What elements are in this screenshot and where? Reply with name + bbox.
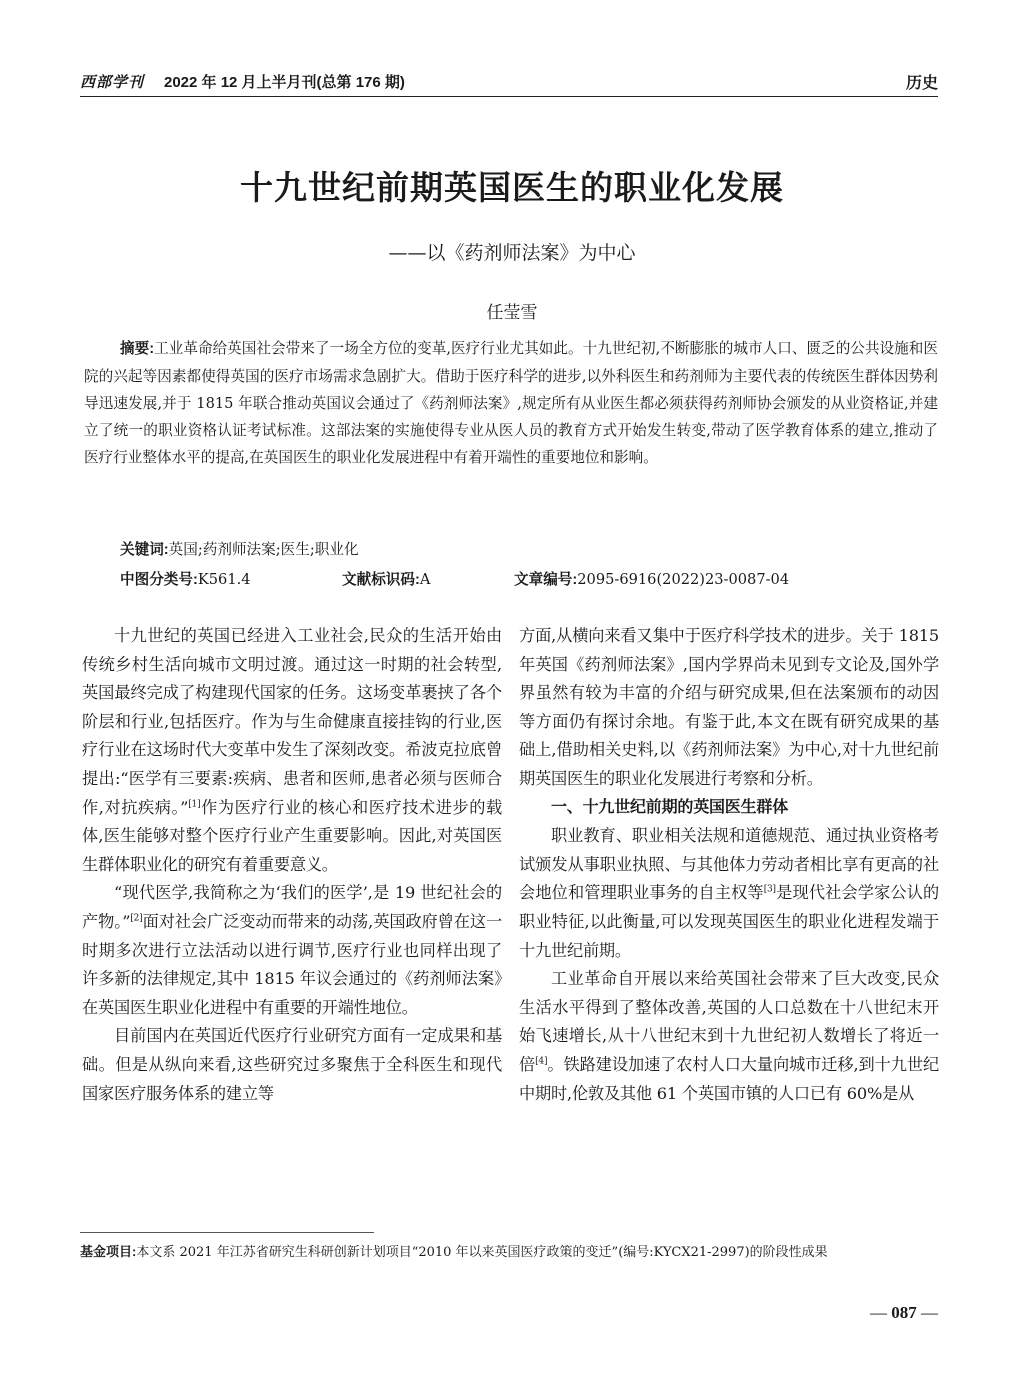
abstract-text: 工业革命给英国社会带来了一场全方位的变革,医疗行业尤其如此。十九世纪初,不断膨胀的城市人口、匮乏的公共设施和医院的兴起等因素都使得英国的医疗市场需求急剧扩大。借助于医疗科学的进步,以外科医生和药剂师为主要代表的传统医生群体因势利导迅速发展,并于 1815 年联合推动英国议会通过了《药剂师法案》,规定所有从业医生都必须获得药剂师协会颁发的从业资格证,并建立了统一的职业资格认证考试标准。这部法案的实施使得专业从医人员的教育方式开始发生转变,带动了医学教育体系的建立,推动了医疗行业整体水平的提高,在英国医生的职业化发展进程中有着开端性的重要地位和影响。 — [84, 340, 938, 466]
clc-label: 中图分类号: — [120, 572, 198, 588]
funding-label: 基金项目: — [80, 1244, 137, 1259]
paragraph: “现代医学,我简称之为‘我们的医学’,是 19 世纪社会的产物。”[2]面对社会广泛变动而带来的动荡,英国政府曾在这一时期多次进行立法活动以进行调节,医疗行业也同样出现了许多新的法律规定,其中 1815 年议会通过的《药剂师法案》在英国医生职业化进程中有重要的开端性地位。 — [82, 883, 502, 1017]
journal-logo: 西部学刊 — [80, 75, 145, 91]
funding-note — [80, 1240, 938, 1265]
article-subtitle: ——以《药剂师法案》为中心 — [388, 242, 636, 264]
running-header — [80, 68, 938, 98]
clc-value: K561.4 — [197, 571, 251, 588]
article-author: 任莹雪 — [486, 303, 538, 323]
keywords-label: 关键词: — [120, 542, 169, 558]
citation-ref[interactable]: [2] — [130, 913, 143, 924]
keywords-text: 英国;药剂师法案;医生;职业化 — [168, 541, 359, 558]
paragraph: 职业教育、职业相关法规和道德规范、通过执业资格考试颁发从事职业执照、与其他体力劳动者相比享有更高的社会地位和管理职业事务的自主权等[3]是现代社会学家公认的职业特征,以此衡量,可以发现英国医生的职业化进程发端于十九世纪前期。 — [519, 826, 940, 960]
citation-ref[interactable]: [3] — [763, 884, 776, 895]
keywords — [120, 538, 359, 562]
paragraph: 十九世纪的英国已经进入工业社会,民众的生活开始由传统乡村生活向城市文明过渡。通过这一时期的社会转型,英国最终完成了构建现代国家的任务。这场变革裹挟了各个阶层和行业,包括医疗。作为与生命健康直接挂钩的行业,医疗行业在这场时代大变革中发生了深刻改变。希波克拉底曾提出:“医学有三要素:疾病、患者和医师,患者必须与医师合作,对抗疾病。”[1]作为医疗行业的核心和医疗技术进步的载体,医生能够对整个医疗行业产生重要影响。因此,对英国医生群体职业化的研究有着重要意义。 — [82, 626, 502, 874]
doc-code-label: 文献标识码: — [342, 572, 420, 588]
funding-text: 本文系 2021 年江苏省研究生科研创新计划项目“2010 年以来英国医疗政策的变迁”(编号:KYCX21-2997)的阶段性成果 — [136, 1245, 828, 1260]
article-title: 十九世纪前期英国医生的职业化发展 — [240, 168, 784, 207]
section-heading: 一、十九世纪前期的英国医生群体 — [551, 798, 789, 816]
clc-number — [120, 568, 251, 592]
abstract-label: 摘要: — [120, 341, 155, 357]
citation-ref[interactable]: [1] — [188, 799, 201, 810]
footnote-divider — [80, 1232, 374, 1233]
header-divider — [80, 96, 938, 97]
page-number: — 087 — — [870, 1303, 938, 1322]
article-number — [514, 568, 789, 592]
citation-ref[interactable]: [4] — [535, 1056, 548, 1067]
section-label: 历史 — [905, 75, 938, 92]
body-column-right — [519, 622, 939, 1108]
paragraph: 目前国内在英国近代医疗行业研究方面有一定成果和基础。但是从纵向来看,这些研究过多聚焦于全科医生和现代国家医疗服务体系的建立等 — [82, 1026, 502, 1103]
article-number-label: 文章编号: — [514, 572, 578, 588]
article-number-value: 2095-6916(2022)23-0087-04 — [577, 571, 790, 588]
abstract — [84, 335, 938, 471]
paragraph: 工业革命自开展以来给英国社会带来了巨大改变,民众生活水平得到了整体改善,英国的人口总数在十八世纪末开始飞速增长,从十八世纪末到十九世纪初人数增长了将近一倍[4]。铁路建设加速了农村人口大量向城市迁移,到十九世纪中期时,伦敦及其他 61 个英国市镇的人口已有 60%是从 — [519, 969, 939, 1103]
paragraph: 方面,从横向来看又集中于医疗科学技术的进步。关于 1815 年英国《药剂师法案》,国内学界尚未见到专文论及,国外学界虽然有较为丰富的介绍与研究成果,但在法案颁布的动因等方面仍有探讨余地。有鉴于此,本文在既有研究成果的基础上,借助相关史料,以《药剂师法案》为中心,对十九世纪前期英国医生的职业化发展进行考察和分析。 — [519, 626, 939, 788]
document-code — [342, 568, 430, 592]
issue-info: 2022 年 12 月上半月刊(总第 176 期) — [164, 74, 405, 91]
body-column-left — [82, 622, 502, 1108]
doc-code-value: A — [419, 571, 431, 588]
